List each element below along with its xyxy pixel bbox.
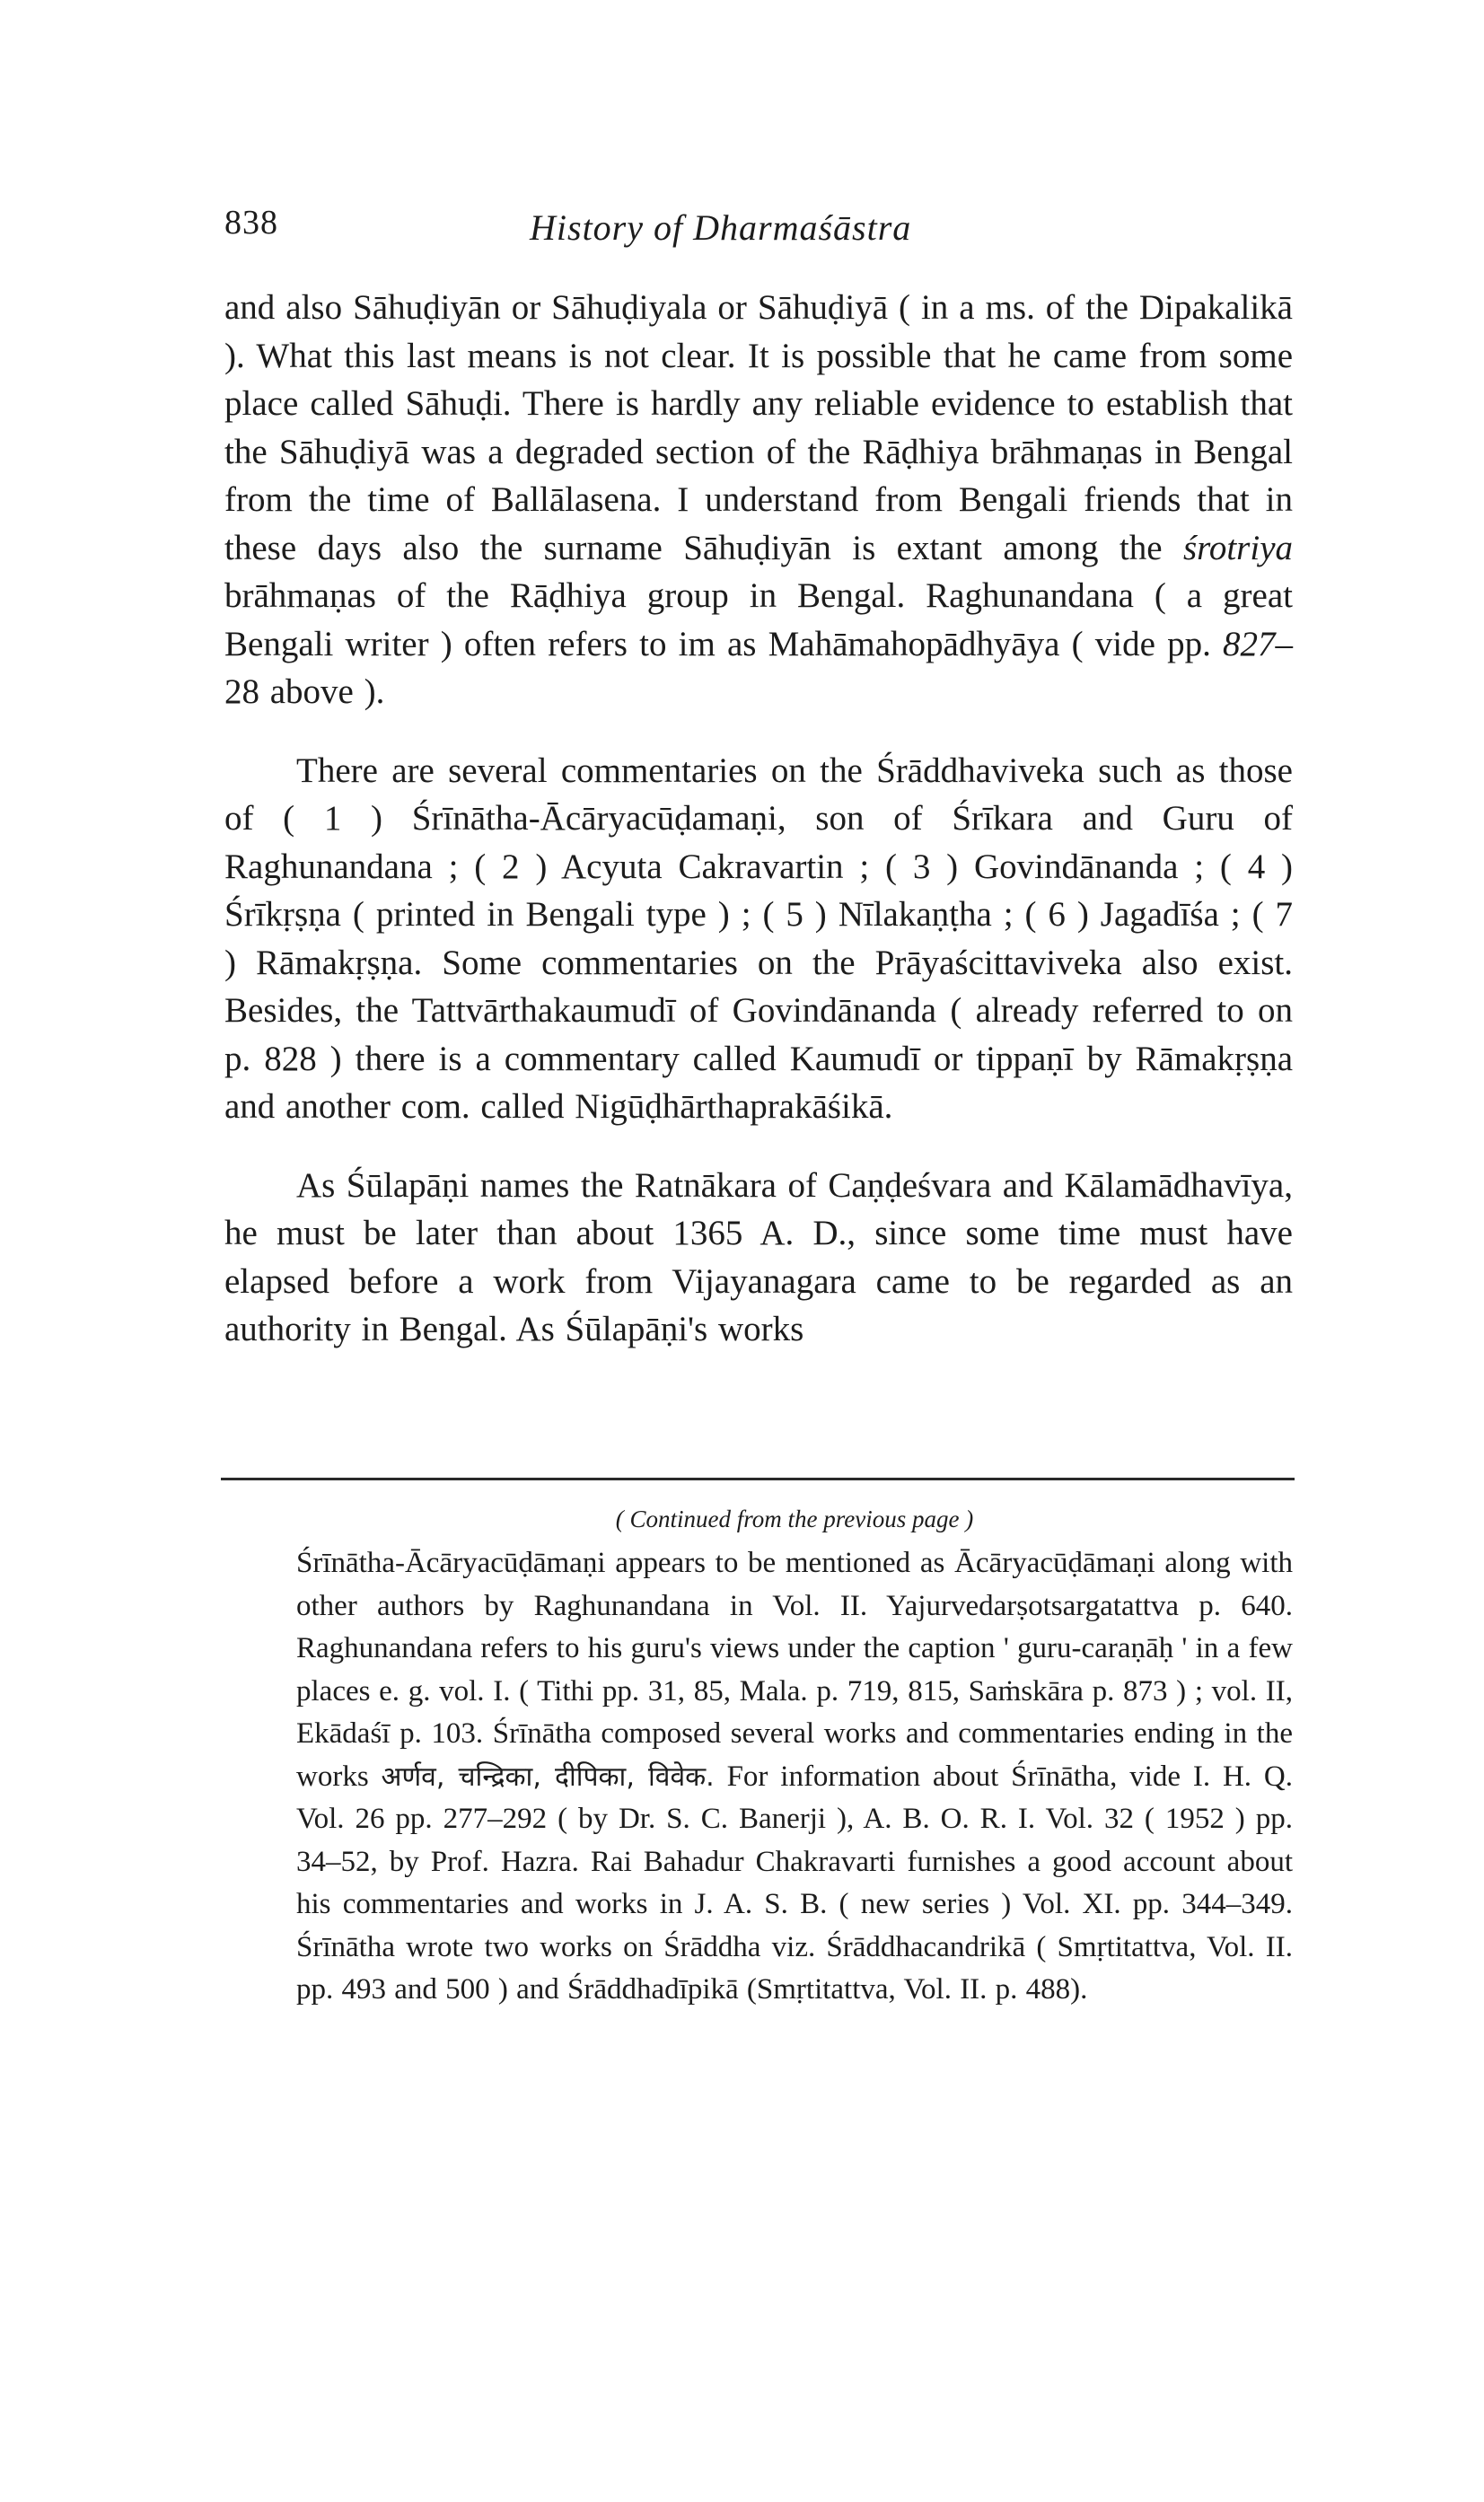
paragraph-3: As Śūlapāṇi names the Ratnākara of Caṇḍeśvara and Kālamādhavīya, he must be later than about 1365 A. D., since some time must have elapsed before a work from Vijayanagara came to be regarded as an authority in Bengal. As Śūlapāṇi's works bbox=[224, 1165, 1293, 1348]
footnote-continued-label: ( Continued from the previous page ) bbox=[615, 1506, 974, 1532]
footnote-devanagari: अर्णव, चन्द्रिका, दीपिका, विवेक. bbox=[381, 1760, 715, 1793]
paragraph-1-term: śrotriya bbox=[1182, 528, 1294, 567]
paragraph-1-lead: and also Sāhuḍiyān or Sāhuḍiyala or Sāhuḍiyā ( in a ms. of the Dipakalikā ). What this last means is not clear. It is possible that he came from some place called Sāhuḍi. There is hardly any reliable evidence to establish that the Sāhuḍiyā was a degraded section of the Rāḍhiya brāhmaṇas in Bengal from the time of Ballālasena. I understand from Bengali friends that in these days also the surname Sāhuḍiyān is extant among the bbox=[224, 288, 1293, 567]
paragraph-1-middle: brāhmaṇas of the Rāḍhiya group in Bengal. Raghunandana ( a great Bengali writer ) often refers to im as Mahāmahopādhyāya ( vide pp. bbox=[224, 576, 1293, 663]
footnote-text bbox=[296, 1542, 1293, 2012]
paragraph-1-page-ref: 827 bbox=[1223, 624, 1276, 663]
footnote-text-part-2: For information about Śrīnātha, vide I. H. Q. Vol. 26 pp. 277–292 ( by Dr. S. C. Banerji ), A. B. O. R. I. Vol. 32 ( 1952 ) pp. 34–52, by Prof. Hazra. Rai Bahadur Chakravarti furnishes a good account about his commentaries and works in J. A. S. B. ( new series ) Vol. XI. pp. 344–349. Śrīnātha wrote two works on Śrāddha viz. Śrāddhacandrikā ( Smṛtitattva, Vol. II. pp. 493 and 500 ) and Śrāddhadīpikā (Smṛtitattva, Vol. II. p. 488). bbox=[296, 1760, 1293, 2006]
footnote-text-part-1: Śrīnātha-Ācāryacūḍāmaṇi appears to be mentioned as Ācāryacūḍāmaṇi along with other authors by Raghunandana in Vol. II. Yajurvedarṣotsargatattva p. 640. Raghunandana refers to his guru's views under the caption ' guru-caraṇāḥ ' in a few places e. g. vol. I. ( Tithi pp. 31, 85, Mala. p. 719, 815, Saṁskāra p. 873 ) ; vol. II, Ekādaśī p. 103. Śrīnātha composed several works and commentaries ending in the works bbox=[296, 1547, 1293, 1793]
main-text bbox=[224, 284, 1293, 1354]
footnote-divider bbox=[221, 1478, 1295, 1480]
paragraph-2: There are several commentaries on the Śrāddhaviveka such as those of ( 1 ) Śrīnātha-Ācāryacūḍamaṇi, son of Śrīkara and Guru of Raghunandana ; ( 2 ) Acyuta Cakravartin ; ( 3 ) Govindānanda ; ( 4 ) Śrīkṛṣṇa ( printed in Bengali type ) ; ( 5 ) Nīlakaṇṭha ; ( 6 ) Jagadīśa ; ( 7 ) Rāmakṛṣṇa. Some commentaries on the Prāyaścittaviveka also exist. Besides, the Tattvārthakaumudī of Govindānanda ( already referred to on p. 828 ) there is a commentary called Kaumudī or tippaṇī by Rāmakṛṣṇa and another com. called Nigūḍhārthaprakāśikā. bbox=[224, 751, 1293, 1126]
footnote-section bbox=[296, 1501, 1293, 2012]
running-title: History of Dharmaśāstra bbox=[530, 207, 912, 248]
page-number: 838 bbox=[224, 204, 278, 241]
page-header bbox=[224, 203, 1293, 257]
paragraph-1 bbox=[224, 284, 1293, 716]
paragraph-1-tail: –28 above ). bbox=[224, 624, 1294, 711]
